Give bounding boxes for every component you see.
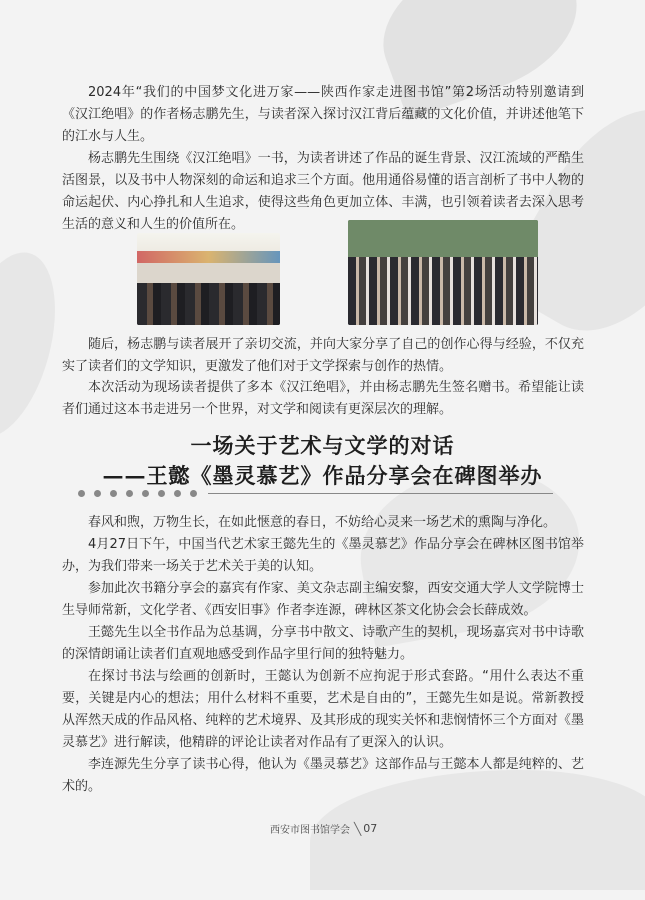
section2-paragraph: 王懿先生以全书作品为总基调，分享书中散文、诗歌产生的契机，现场嘉宾对书中诗歌的深情朗诵让读者们直观地感受到作品字里行间的独特魅力。 [62, 625, 584, 662]
section2-paragraph: 参加此次书籍分享会的嘉宾有作家、美文杂志副主编安黎，西安交通大学人文学院博士生导师常新，文化学者、《西安旧事》作者李连源，碑林区茶文化协会会长薛成效。 [62, 581, 584, 618]
footer-org: 西安市图书馆学会 [270, 825, 350, 836]
article-title: 一场关于艺术与文学的对话 [190, 433, 455, 458]
article-subtitle: ——王懿《墨灵慕艺》作品分享会在碑图举办 [102, 463, 543, 488]
event-lecture-photo [137, 233, 280, 325]
footer-separator: ╲ [354, 821, 362, 836]
section1-paragraph: 本次活动为现场读者提供了多本《汉江绝唱》，并由杨志鹏先生签名赠书。希望能让读者们通过这本书走进另一个世界，对文学和阅读有更深层次的理解。 [62, 380, 584, 417]
section2-paragraph: 李连源先生分享了读书心得，他认为《墨灵慕艺》这部作品与王懿本人都是纯粹的、艺术的。 [62, 757, 584, 794]
section1-paragraph: 随后，杨志鹏与读者展开了亲切交流，并向大家分享了自己的创作心得与经验，不仅充实了读者们的文学知识，更激发了他们对于文学探索与创作的热情。 [62, 337, 584, 374]
section1-paragraph: 杨志鹏先生围绕《汉江绝唱》一书，为读者讲述了作品的诞生背景、汉江流域的严酷生活图景，以及书中人物深刻的命运和追求三个方面。他用通俗易懂的语言剖析了书中人物的命运起伏、内心挣扎和人生追求，使得这些角色更加立体、丰满，也引领着读者去深入思考生活的意义和人生的价值所在。 [62, 151, 584, 232]
page-number: 07 [363, 822, 378, 835]
group-photo [348, 220, 538, 325]
section2-paragraph: 在探讨书法与绘画的创新时，王懿认为创新不应拘泥于形式套路。“用什么表达不重要，关键是内心的想法；用什么材料不重要，艺术是自由的”，王懿先生如是说。常新教授从浑然天成的作品风格、纯粹的艺术境界、及其形成的现实关怀和悲悯情怀三个方面对《墨灵慕艺》进行解读，他精辟的评论让读者对作品有了更深入的认识。 [62, 669, 584, 750]
section2-paragraph: 春风和煦，万物生长，在如此惬意的春日，不妨给心灵来一场艺术的熏陶与净化。 [88, 515, 557, 530]
section1-paragraph: 2024年“我们的中国梦文化进万家——陕西作家走进图书馆”第2场活动特别邀请到《汉江绝唱》的作者杨志鹏先生，与读者深入探讨汉江背后蕴藏的文化价值，并讲述他笔下的江水与人生。 [62, 85, 584, 144]
page-footer [270, 821, 377, 836]
section2-paragraph: 4月27日下午，中国当代艺术家王懿先生的《墨灵慕艺》作品分享会在碑林区图书馆举办，为我们带来一场关于艺术关于美的认知。 [62, 537, 584, 574]
dotted-divider [78, 490, 553, 497]
